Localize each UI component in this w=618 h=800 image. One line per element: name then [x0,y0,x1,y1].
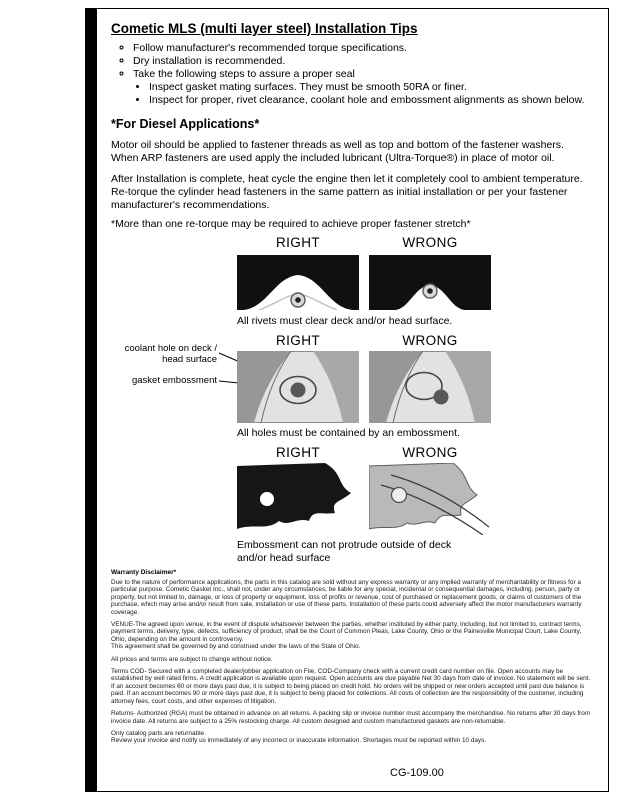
disclaimer-paragraph: This agreement shall be governed by and construed under the laws of the State of Ohio. [111,643,361,651]
diesel-applications-heading: *For Diesel Applications* [111,117,260,131]
disclaimer-paragraph: Returns- Authorized (RGA) must be obtained in advance on all returns. A packing slip or invoice number must accompany the merchandise. No returns after 30 days from invoice date. All returns are subject to a 25% restocking charge. All custom designed and custom manufactured gaskets are non-returnable. [111,710,591,725]
figure1-rivet-right-image [237,255,359,310]
page-title: Cometic MLS (multi layer steel) Installation Tips [111,21,418,36]
figures-area [111,235,596,571]
tips-sublist [133,81,594,107]
callout-gasket-embossment: gasket embossment [131,375,217,386]
disclaimer-paragraph: VENUE-The agreed upon venue, in the event of dispute whatsoever between the parties, whether instituted by either party, including, but not limited to, contract terms, payment terms, delivery, type, defects, sufficiency of product, shall be the Court of Common Pleas, Lake County, Ohio or the Painesville Municipal Court, Lake County, Ohio, depending on the amount in controversy. [111,621,582,643]
figure2-caption: All holes must be contained by an embossment. [237,427,460,439]
catalog-page [85,8,609,792]
binding-edge-bar [86,9,97,791]
disclaimer-section [111,569,593,750]
figure3-caption-line2: and/or head surface [237,552,331,564]
figure1-caption: All rivets must clear deck and/or head surface. [237,315,453,327]
figure3-right-label: RIGHT [276,445,320,460]
figure3-protrusion-right-image [237,463,359,535]
disclaimer-paragraph: Due to the nature of performance applications, the parts in this catalog are sold without any express warranty or any implied warranty of merchantability or fitness for a particular purpose. Cometic Gasket Inc., shall not, under any circumstances, be liable for any special, incidental or consequential damages, including, person, party or property, but not limited to, damage, or loss of property or equipment, loss of profits or revenue, cost of purchased or replacement goods, or claims of customers of the purchase, which may arise and/or result from sale, installation or use of these parts. Installation of these parts could adversely affect the motor manufacturers warranty coverage. [111,579,582,616]
disclaimer-paragraph: All prices and terms are subject to change without notice. [111,655,273,663]
tip-item [133,68,594,107]
figure1-wrong-label: WRONG [402,235,458,250]
sub-tip-item: • Inspect gasket mating surfaces. They must be smooth 50RA or finer. [149,81,594,94]
tip-item: ◦ Follow manufacturer's recommended torque specifications. [133,42,594,55]
page-code: CG-109.00 [390,767,444,779]
tip-item: ◦ Dry installation is recommended. [133,55,594,68]
figure3-protrusion-wrong-image [369,463,491,535]
figure3-caption [237,539,597,565]
sub-tip-item: • Inspect for proper, rivet clearance, coolant hole and embossment alignments as shown below. [149,94,594,107]
disclaimer-heading: Warranty Disclaimer* [111,569,177,576]
figure2-embossment-wrong-image [369,351,491,423]
retorque-note: *More than one re-torque may be required to achieve proper fastener stretch* [111,218,471,230]
callout-coolant-hole: coolant hole on deck / head surface [124,343,217,366]
figure2-wrong-label: WRONG [402,333,458,348]
figure3-wrong-label: WRONG [402,445,458,460]
disclaimer-paragraph: Only catalog parts are returnable. [111,729,206,737]
figure1-right-label: RIGHT [276,235,320,250]
tip-item-text: Take the following steps to assure a proper seal [133,68,355,80]
tips-list [111,42,594,107]
disclaimer-paragraph: Review your invoice and notify us immediately of any incorrect or inaccurate information. Shortages must be reported within 10 days. [111,737,487,745]
figure2-right-label: RIGHT [276,333,320,348]
diesel-paragraph-1: Motor oil should be applied to fastener threads as well as top and bottom of the fastener washers. When ARP fasteners are used apply the included lubricant (Ultra-Torque®) in place of motor oil. [111,139,564,164]
figure3-caption-line1: Embossment can not protrude outside of deck [237,539,452,551]
figure1-rivet-wrong-image [369,255,491,310]
page-content [97,9,608,791]
diesel-paragraph-2: After Installation is complete, heat cycle the engine then let it completely cool to ambient temperature. Re-torque the cylinder head fasteners in the same pattern as initial installation or per your fastener manufacturer's recommendations. [111,173,583,211]
disclaimer-paragraph: Terms COD- Secured with a completed dealer/jobber application on File, COD-Company check with a current credit card number on file. Open accounts may be established by well rated firms. A credit application is available upon request. Open accounts are due payable Net 30 days from date of invoice. No statement will be sent. If an account becomes 60 or more days past due, it is subject to being placed on credit hold. No orders will be shipped or new orders accepted until past due balance is paid. If an account becomes 90 or more days past due, it is subject to being placed for collections. All costs of collection are the responsibility of the customer, including attorney fees, court costs, and other expenses of litigation. [111,668,591,705]
figure2-embossment-right-image [237,351,359,423]
